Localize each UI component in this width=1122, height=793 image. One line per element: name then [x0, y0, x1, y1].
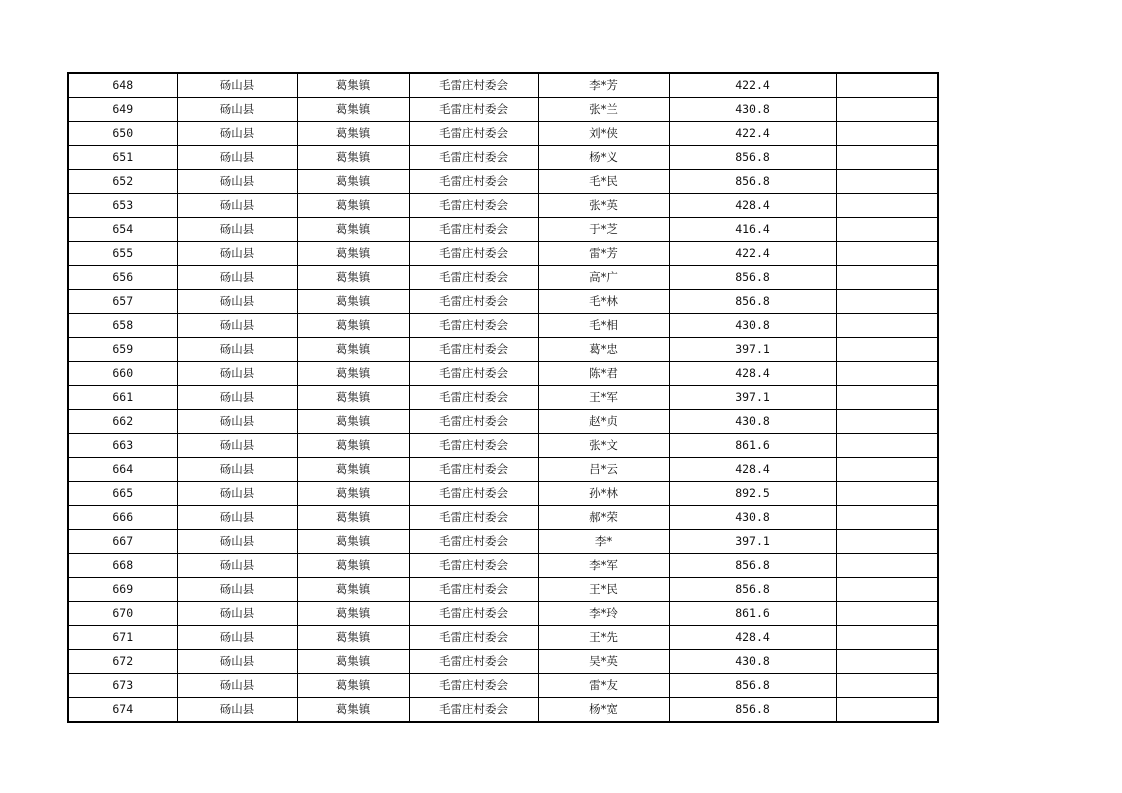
table-row: [68, 290, 938, 314]
county-cell: 砀山县: [177, 530, 297, 554]
name-cell: 毛*相: [538, 314, 669, 338]
name-cell: 李*军: [538, 554, 669, 578]
amount-cell: 428.4: [669, 362, 836, 386]
name-cell: 刘*侠: [538, 122, 669, 146]
amount-cell: 430.8: [669, 506, 836, 530]
row-number-cell: 666: [68, 506, 177, 530]
name-cell: 孙*林: [538, 482, 669, 506]
note-cell: [836, 218, 938, 242]
town-cell: 葛集镇: [297, 218, 409, 242]
note-cell: [836, 290, 938, 314]
note-cell: [836, 626, 938, 650]
county-cell: 砀山县: [177, 434, 297, 458]
village-cell: 毛雷庄村委会: [409, 314, 538, 338]
name-cell: 王*先: [538, 626, 669, 650]
village-cell: 毛雷庄村委会: [409, 602, 538, 626]
row-number-cell: 664: [68, 458, 177, 482]
amount-cell: 892.5: [669, 482, 836, 506]
village-cell: 毛雷庄村委会: [409, 146, 538, 170]
name-cell: 于*芝: [538, 218, 669, 242]
village-cell: 毛雷庄村委会: [409, 170, 538, 194]
village-cell: 毛雷庄村委会: [409, 434, 538, 458]
note-cell: [836, 506, 938, 530]
town-cell: 葛集镇: [297, 482, 409, 506]
amount-cell: 416.4: [669, 218, 836, 242]
village-cell: 毛雷庄村委会: [409, 386, 538, 410]
town-cell: 葛集镇: [297, 410, 409, 434]
town-cell: 葛集镇: [297, 554, 409, 578]
table-row: [68, 122, 938, 146]
amount-cell: 397.1: [669, 530, 836, 554]
town-cell: 葛集镇: [297, 434, 409, 458]
table-row: [68, 146, 938, 170]
row-number-cell: 657: [68, 290, 177, 314]
note-cell: [836, 482, 938, 506]
village-cell: 毛雷庄村委会: [409, 338, 538, 362]
town-cell: 葛集镇: [297, 530, 409, 554]
village-cell: 毛雷庄村委会: [409, 73, 538, 98]
village-cell: 毛雷庄村委会: [409, 98, 538, 122]
town-cell: 葛集镇: [297, 578, 409, 602]
county-cell: 砀山县: [177, 626, 297, 650]
town-cell: 葛集镇: [297, 362, 409, 386]
amount-cell: 856.8: [669, 578, 836, 602]
amount-cell: 856.8: [669, 290, 836, 314]
note-cell: [836, 146, 938, 170]
town-cell: 葛集镇: [297, 98, 409, 122]
name-cell: 葛*忠: [538, 338, 669, 362]
table-row: [68, 218, 938, 242]
village-cell: 毛雷庄村委会: [409, 698, 538, 723]
county-cell: 砀山县: [177, 482, 297, 506]
note-cell: [836, 242, 938, 266]
amount-cell: 856.8: [669, 170, 836, 194]
note-cell: [836, 194, 938, 218]
row-number-cell: 661: [68, 386, 177, 410]
row-number-cell: 669: [68, 578, 177, 602]
amount-cell: 856.8: [669, 698, 836, 723]
county-cell: 砀山县: [177, 650, 297, 674]
village-cell: 毛雷庄村委会: [409, 410, 538, 434]
amount-cell: 428.4: [669, 458, 836, 482]
note-cell: [836, 554, 938, 578]
town-cell: 葛集镇: [297, 674, 409, 698]
row-number-cell: 663: [68, 434, 177, 458]
amount-cell: 856.8: [669, 674, 836, 698]
table-row: [68, 626, 938, 650]
village-cell: 毛雷庄村委会: [409, 506, 538, 530]
row-number-cell: 653: [68, 194, 177, 218]
county-cell: 砀山县: [177, 242, 297, 266]
table-row: [68, 458, 938, 482]
row-number-cell: 656: [68, 266, 177, 290]
table-row: [68, 650, 938, 674]
village-cell: 毛雷庄村委会: [409, 290, 538, 314]
note-cell: [836, 170, 938, 194]
row-number-cell: 650: [68, 122, 177, 146]
note-cell: [836, 674, 938, 698]
amount-cell: 430.8: [669, 314, 836, 338]
county-cell: 砀山县: [177, 73, 297, 98]
table-row: [68, 314, 938, 338]
village-cell: 毛雷庄村委会: [409, 530, 538, 554]
row-number-cell: 658: [68, 314, 177, 338]
county-cell: 砀山县: [177, 338, 297, 362]
note-cell: [836, 650, 938, 674]
note-cell: [836, 98, 938, 122]
row-number-cell: 674: [68, 698, 177, 723]
note-cell: [836, 122, 938, 146]
row-number-cell: 667: [68, 530, 177, 554]
row-number-cell: 655: [68, 242, 177, 266]
amount-cell: 861.6: [669, 434, 836, 458]
name-cell: 毛*民: [538, 170, 669, 194]
county-cell: 砀山县: [177, 194, 297, 218]
county-cell: 砀山县: [177, 602, 297, 626]
town-cell: 葛集镇: [297, 626, 409, 650]
town-cell: 葛集镇: [297, 650, 409, 674]
row-number-cell: 670: [68, 602, 177, 626]
row-number-cell: 671: [68, 626, 177, 650]
amount-cell: 861.6: [669, 602, 836, 626]
table-row: [68, 434, 938, 458]
note-cell: [836, 578, 938, 602]
county-cell: 砀山县: [177, 554, 297, 578]
note-cell: [836, 314, 938, 338]
row-number-cell: 651: [68, 146, 177, 170]
name-cell: 毛*林: [538, 290, 669, 314]
table-row: [68, 698, 938, 723]
village-cell: 毛雷庄村委会: [409, 362, 538, 386]
name-cell: 吴*英: [538, 650, 669, 674]
table-row: [68, 386, 938, 410]
name-cell: 杨*义: [538, 146, 669, 170]
village-cell: 毛雷庄村委会: [409, 242, 538, 266]
amount-cell: 856.8: [669, 266, 836, 290]
county-cell: 砀山县: [177, 410, 297, 434]
note-cell: [836, 458, 938, 482]
town-cell: 葛集镇: [297, 602, 409, 626]
table-row: [68, 338, 938, 362]
village-cell: 毛雷庄村委会: [409, 122, 538, 146]
town-cell: 葛集镇: [297, 266, 409, 290]
name-cell: 张*英: [538, 194, 669, 218]
county-cell: 砀山县: [177, 674, 297, 698]
note-cell: [836, 338, 938, 362]
name-cell: 陈*君: [538, 362, 669, 386]
table-row: [68, 482, 938, 506]
row-number-cell: 660: [68, 362, 177, 386]
amount-cell: 428.4: [669, 194, 836, 218]
town-cell: 葛集镇: [297, 698, 409, 723]
row-number-cell: 654: [68, 218, 177, 242]
amount-cell: 422.4: [669, 122, 836, 146]
town-cell: 葛集镇: [297, 242, 409, 266]
row-number-cell: 648: [68, 73, 177, 98]
row-number-cell: 659: [68, 338, 177, 362]
county-cell: 砀山县: [177, 98, 297, 122]
county-cell: 砀山县: [177, 698, 297, 723]
village-cell: 毛雷庄村委会: [409, 650, 538, 674]
county-cell: 砀山县: [177, 362, 297, 386]
row-number-cell: 662: [68, 410, 177, 434]
town-cell: 葛集镇: [297, 194, 409, 218]
name-cell: 李*: [538, 530, 669, 554]
county-cell: 砀山县: [177, 146, 297, 170]
note-cell: [836, 362, 938, 386]
amount-cell: 856.8: [669, 554, 836, 578]
amount-cell: 430.8: [669, 650, 836, 674]
note-cell: [836, 602, 938, 626]
row-number-cell: 665: [68, 482, 177, 506]
village-cell: 毛雷庄村委会: [409, 266, 538, 290]
table-row: [68, 73, 938, 98]
county-cell: 砀山县: [177, 458, 297, 482]
village-cell: 毛雷庄村委会: [409, 194, 538, 218]
name-cell: 赵*贞: [538, 410, 669, 434]
row-number-cell: 673: [68, 674, 177, 698]
note-cell: [836, 266, 938, 290]
row-number-cell: 652: [68, 170, 177, 194]
name-cell: 张*兰: [538, 98, 669, 122]
note-cell: [836, 434, 938, 458]
name-cell: 张*文: [538, 434, 669, 458]
village-cell: 毛雷庄村委会: [409, 458, 538, 482]
village-cell: 毛雷庄村委会: [409, 626, 538, 650]
table-row: [68, 506, 938, 530]
amount-cell: 397.1: [669, 338, 836, 362]
name-cell: 吕*云: [538, 458, 669, 482]
town-cell: 葛集镇: [297, 73, 409, 98]
note-cell: [836, 73, 938, 98]
amount-cell: 397.1: [669, 386, 836, 410]
village-cell: 毛雷庄村委会: [409, 578, 538, 602]
name-cell: 杨*宽: [538, 698, 669, 723]
table-row: [68, 362, 938, 386]
table-row: [68, 266, 938, 290]
table-row: [68, 674, 938, 698]
county-cell: 砀山县: [177, 122, 297, 146]
county-cell: 砀山县: [177, 170, 297, 194]
note-cell: [836, 386, 938, 410]
county-cell: 砀山县: [177, 290, 297, 314]
name-cell: 王*军: [538, 386, 669, 410]
amount-cell: 428.4: [669, 626, 836, 650]
note-cell: [836, 410, 938, 434]
row-number-cell: 672: [68, 650, 177, 674]
county-cell: 砀山县: [177, 506, 297, 530]
table-row: [68, 602, 938, 626]
county-cell: 砀山县: [177, 578, 297, 602]
table-row: [68, 410, 938, 434]
row-number-cell: 668: [68, 554, 177, 578]
note-cell: [836, 698, 938, 723]
table-body: [68, 73, 938, 722]
name-cell: 李*玲: [538, 602, 669, 626]
table-row: [68, 170, 938, 194]
name-cell: 雷*友: [538, 674, 669, 698]
table-row: [68, 98, 938, 122]
county-cell: 砀山县: [177, 386, 297, 410]
name-cell: 郝*荣: [538, 506, 669, 530]
amount-cell: 422.4: [669, 73, 836, 98]
county-cell: 砀山县: [177, 314, 297, 338]
table-row: [68, 194, 938, 218]
town-cell: 葛集镇: [297, 338, 409, 362]
town-cell: 葛集镇: [297, 386, 409, 410]
village-cell: 毛雷庄村委会: [409, 674, 538, 698]
note-cell: [836, 530, 938, 554]
name-cell: 李*芳: [538, 73, 669, 98]
name-cell: 高*广: [538, 266, 669, 290]
name-cell: 王*民: [538, 578, 669, 602]
amount-cell: 430.8: [669, 410, 836, 434]
table-row: [68, 578, 938, 602]
town-cell: 葛集镇: [297, 506, 409, 530]
village-cell: 毛雷庄村委会: [409, 482, 538, 506]
town-cell: 葛集镇: [297, 146, 409, 170]
row-number-cell: 649: [68, 98, 177, 122]
town-cell: 葛集镇: [297, 122, 409, 146]
name-cell: 雷*芳: [538, 242, 669, 266]
subsidy-table: [67, 72, 939, 723]
county-cell: 砀山县: [177, 266, 297, 290]
town-cell: 葛集镇: [297, 170, 409, 194]
town-cell: 葛集镇: [297, 290, 409, 314]
town-cell: 葛集镇: [297, 314, 409, 338]
village-cell: 毛雷庄村委会: [409, 218, 538, 242]
village-cell: 毛雷庄村委会: [409, 554, 538, 578]
county-cell: 砀山县: [177, 218, 297, 242]
amount-cell: 422.4: [669, 242, 836, 266]
town-cell: 葛集镇: [297, 458, 409, 482]
table-row: [68, 242, 938, 266]
amount-cell: 856.8: [669, 146, 836, 170]
amount-cell: 430.8: [669, 98, 836, 122]
table-row: [68, 554, 938, 578]
table-row: [68, 530, 938, 554]
